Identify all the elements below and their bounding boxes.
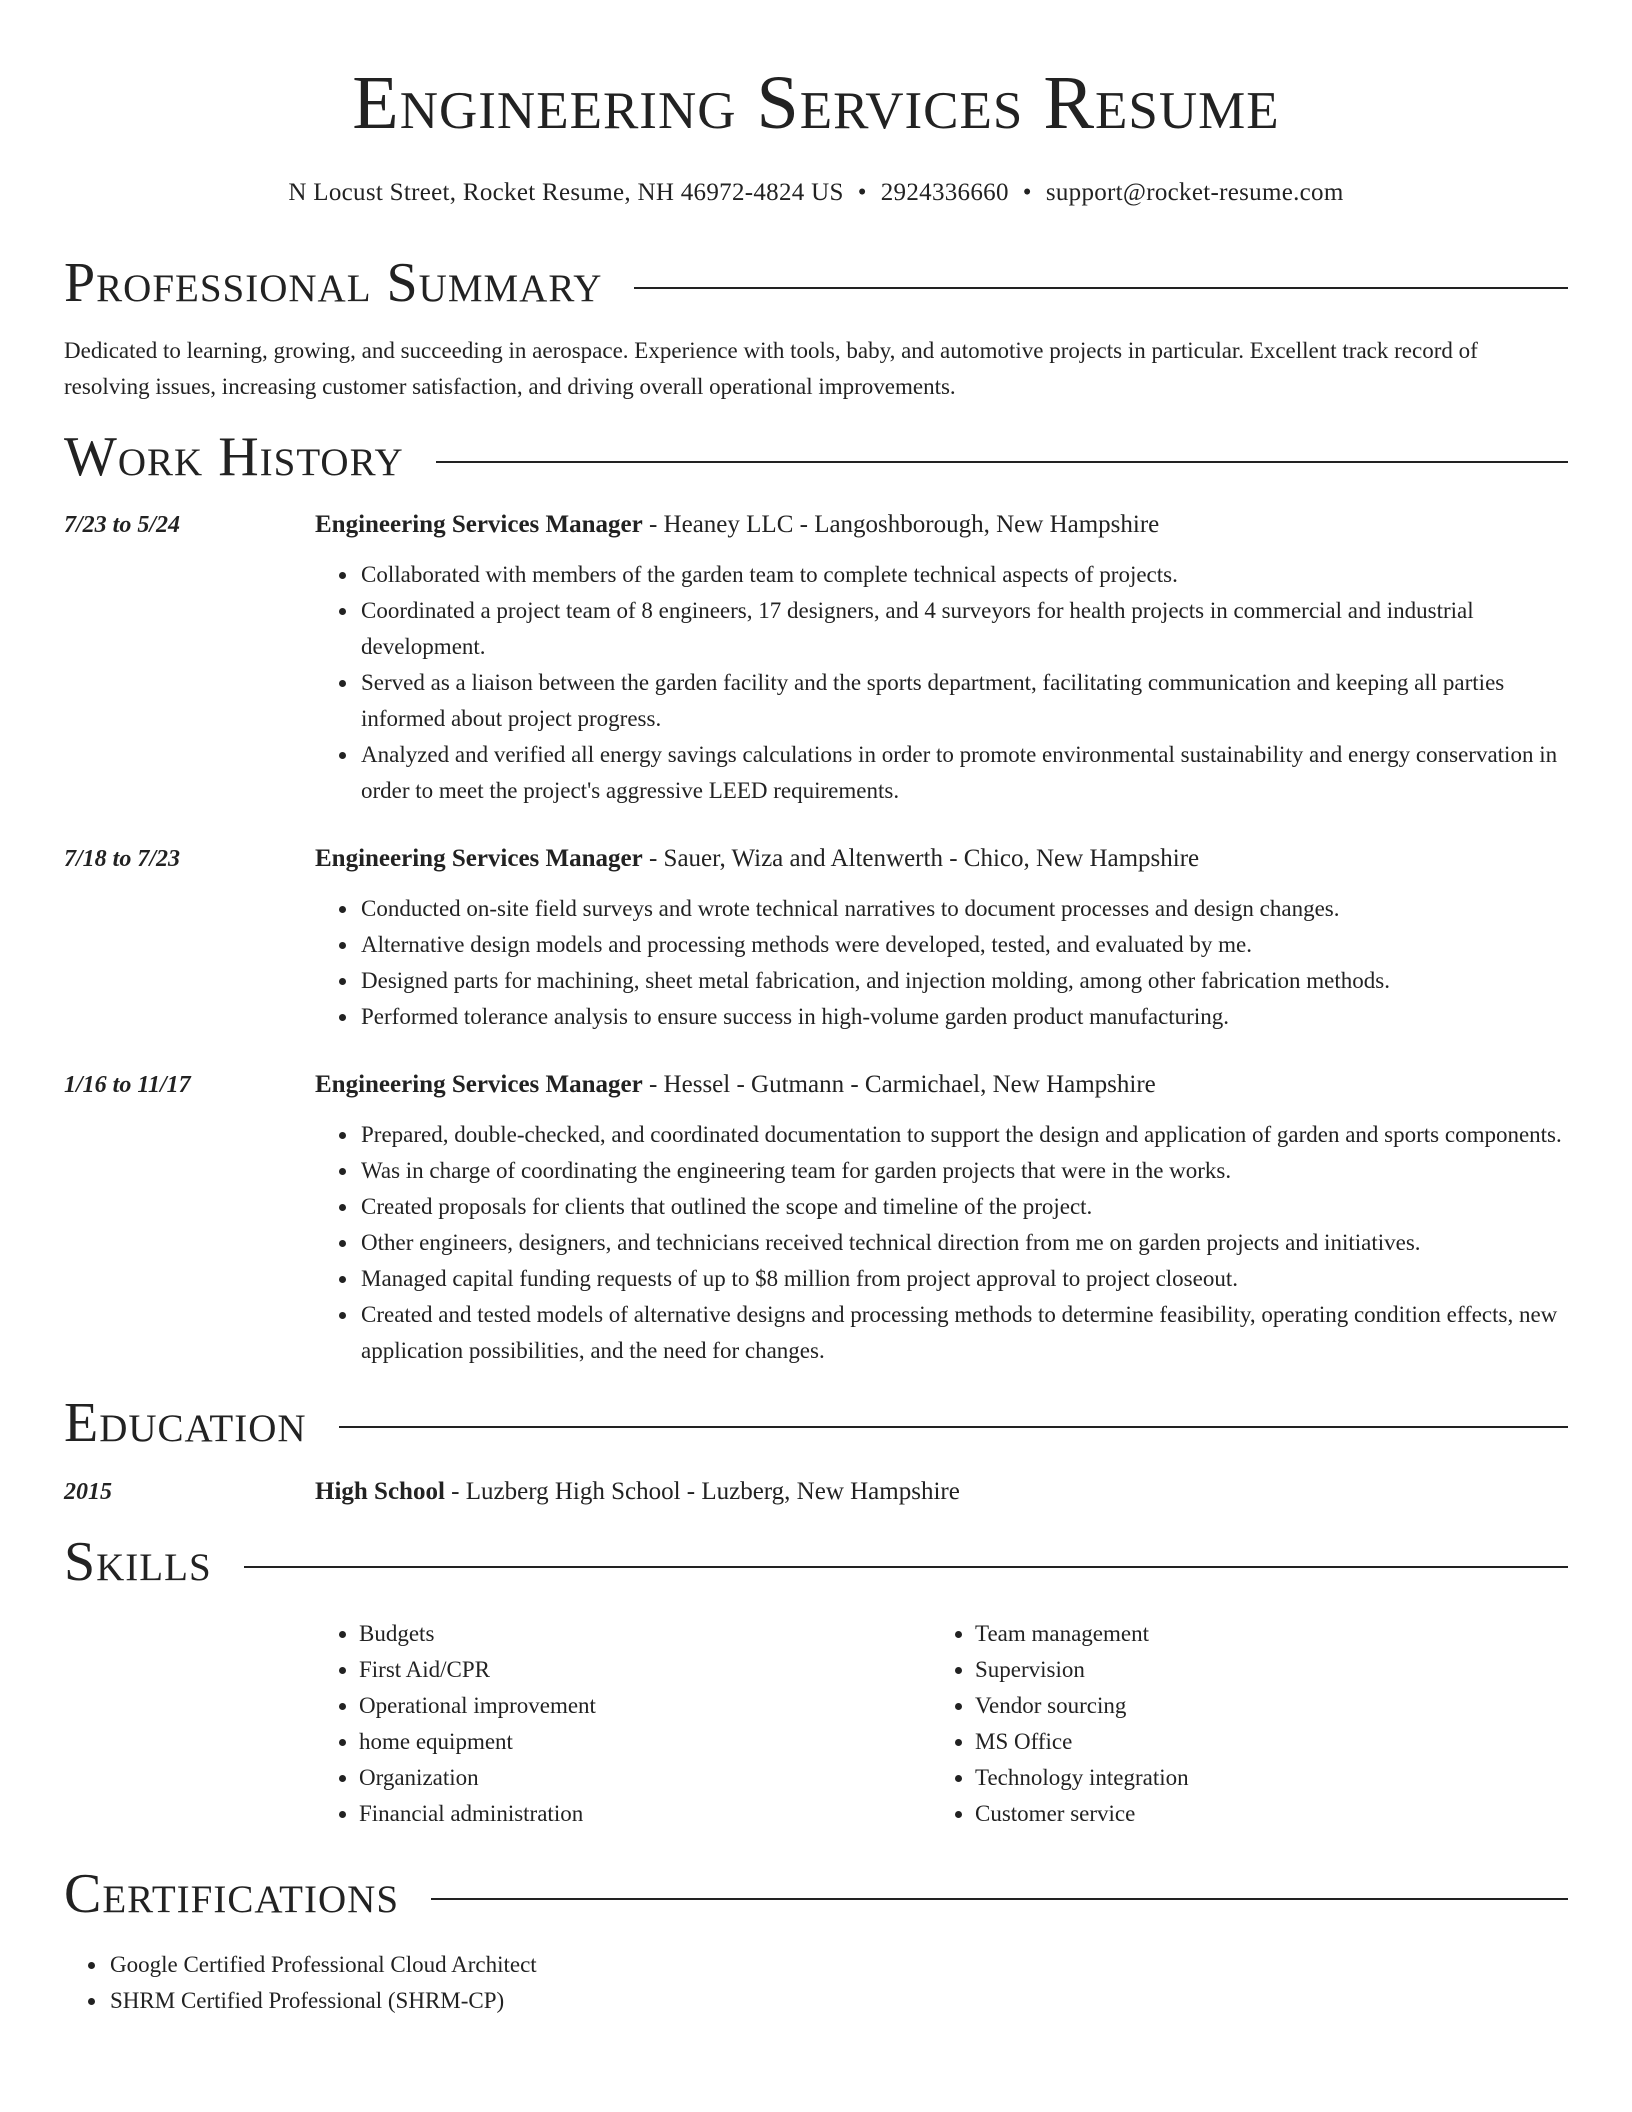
skill-item: • Technology integration xyxy=(975,1760,1547,1796)
skills-section-header xyxy=(64,1532,1568,1594)
education-heading-line xyxy=(315,1474,1568,1510)
job-role: Engineering Services Manager xyxy=(315,1070,643,1098)
certifications-heading: Certifications xyxy=(64,1862,400,1925)
summary-section-header xyxy=(64,253,1568,315)
education-details: - Luzberg High School - Luzberg, New Hampshire xyxy=(444,1478,960,1506)
skill-item: • Supervision xyxy=(975,1652,1547,1688)
education-dates: 2015 xyxy=(64,1479,112,1506)
skill-item: • Operational improvement xyxy=(359,1688,931,1724)
skill-item: • Financial administration xyxy=(359,1796,931,1832)
summary-text: Dedicated to learning, growing, and succeeding in aerospace. Experience with tools, baby, and automotive projects in particular. Excellent track record of resolving issues, increasing customer satisfaction, and driving overall operational improvements. xyxy=(64,337,1478,399)
skills-column-right xyxy=(931,1616,1547,1832)
list-item: • Performed tolerance analysis to ensure success in high-volume garden product manufacturing. xyxy=(359,999,1568,1035)
education-section-header xyxy=(64,1393,1568,1455)
job-details: - Sauer, Wiza and Altenwerth - Chico, New Hampshire xyxy=(642,844,1200,872)
education-entry xyxy=(64,1474,1568,1510)
education-heading: Education xyxy=(64,1391,307,1454)
job-bullets xyxy=(315,1117,1568,1369)
job-dates: 7/18 to 7/23 xyxy=(64,845,181,872)
job-role: Engineering Services Manager xyxy=(315,844,643,872)
skill-item: • MS Office xyxy=(975,1724,1547,1760)
skill-item: • Vendor sourcing xyxy=(975,1688,1547,1724)
section-divider xyxy=(431,1898,1568,1900)
list-item: • Created and tested models of alternative designs and processing methods to determine feasibility, operating condition effects, new application possibilities, and the need for changes. xyxy=(359,1297,1568,1369)
skills-list xyxy=(315,1616,1568,1832)
section-divider xyxy=(634,287,1568,289)
list-item: • Alternative design models and processing methods were developed, tested, and evaluated by me. xyxy=(359,927,1568,963)
list-item: • Analyzed and verified all energy savings calculations in order to promote environmental sustainability and energy conservation in order to meet the project's aggressive LEED requirements. xyxy=(359,737,1568,809)
job-entry xyxy=(64,841,1568,1035)
list-item: • Other engineers, designers, and technicians received technical direction from me on garden projects and initiatives. xyxy=(359,1225,1568,1261)
list-item: • Managed capital funding requests of up to $8 million from project approval to project closeout. xyxy=(359,1261,1568,1297)
separator: • xyxy=(857,179,867,207)
certifications-section-header xyxy=(64,1864,1568,1926)
job-details: - Hessel - Gutmann - Carmichael, New Hampshire xyxy=(642,1070,1156,1098)
skill-item: • First Aid/CPR xyxy=(359,1652,931,1688)
list-item: • Was in charge of coordinating the engineering team for garden projects that were in the works. xyxy=(359,1153,1568,1189)
skill-item: • Team management xyxy=(975,1616,1547,1652)
job-heading xyxy=(315,1067,1568,1103)
contact-line xyxy=(64,179,1568,207)
job-dates: 1/16 to 11/17 xyxy=(64,1071,191,1098)
list-item: • Created proposals for clients that outlined the scope and timeline of the project. xyxy=(359,1189,1568,1225)
skills-column-left xyxy=(315,1616,931,1832)
job-heading xyxy=(315,841,1568,877)
list-item: • Coordinated a project team of 8 engineers, 17 designers, and 4 surveyors for health projects in commercial and industrial development. xyxy=(359,593,1568,665)
list-item: • Prepared, double-checked, and coordinated documentation to support the design and application of garden and sports components. xyxy=(359,1117,1568,1153)
job-body xyxy=(315,1067,1568,1369)
skills-heading: Skills xyxy=(64,1531,212,1594)
email: support@rocket-resume.com xyxy=(1045,179,1344,207)
skill-item: • Budgets xyxy=(359,1616,931,1652)
job-bullets xyxy=(315,891,1568,1035)
skill-item: • Customer service xyxy=(975,1796,1547,1832)
job-entry xyxy=(64,1067,1568,1369)
certifications-list xyxy=(64,1947,1568,2019)
job-bullets xyxy=(315,557,1568,809)
job-body xyxy=(315,507,1568,809)
list-item: • Designed parts for machining, sheet metal fabrication, and injection molding, among other fabrication methods. xyxy=(359,963,1568,999)
education-body xyxy=(315,1474,1568,1510)
list-item: • Served as a liaison between the garden facility and the sports department, facilitating communication and keeping all parties informed about project progress. xyxy=(359,665,1568,737)
skill-item: • Organization xyxy=(359,1760,931,1796)
job-role: Engineering Services Manager xyxy=(315,510,643,538)
job-body xyxy=(315,841,1568,1035)
education-degree: High School xyxy=(315,1478,445,1506)
skill-item: • home equipment xyxy=(359,1724,931,1760)
certification-item: • Google Certified Professional Cloud Architect xyxy=(108,1947,1568,1983)
certification-item: • SHRM Certified Professional (SHRM-CP) xyxy=(108,1983,1568,2019)
list-item: • Conducted on-site field surveys and wrote technical narratives to document processes and design changes. xyxy=(359,891,1568,927)
work-heading: Work History xyxy=(64,425,404,488)
job-heading xyxy=(315,507,1568,543)
resume-title: Engineering Services Resume xyxy=(352,61,1280,145)
section-divider xyxy=(339,1426,1568,1428)
address: N Locust Street, Rocket Resume, NH 46972-4824 US xyxy=(288,179,844,207)
separator: • xyxy=(1022,179,1032,207)
job-details: - Heaney LLC - Langoshborough, New Hampshire xyxy=(642,510,1160,538)
section-divider xyxy=(244,1566,1568,1568)
list-item: • Collaborated with members of the garden team to complete technical aspects of projects. xyxy=(359,557,1568,593)
job-dates: 7/23 to 5/24 xyxy=(64,511,181,538)
phone: 2924336660 xyxy=(880,179,1009,207)
section-divider xyxy=(436,461,1568,463)
work-section-header xyxy=(64,427,1568,489)
summary-heading: Professional Summary xyxy=(64,252,603,315)
job-entry xyxy=(64,507,1568,809)
